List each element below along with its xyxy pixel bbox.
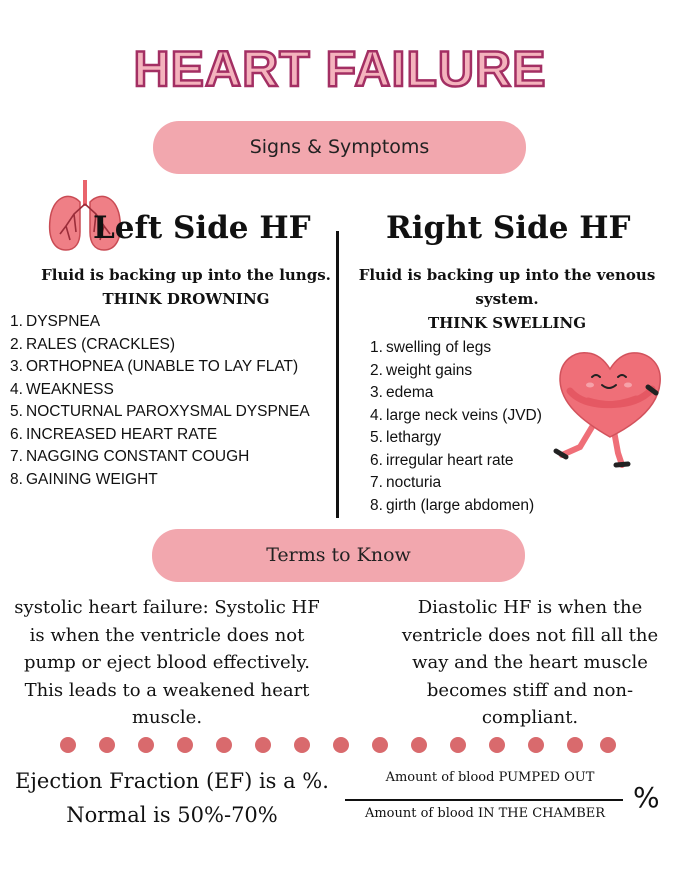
left-side-heading: Left Side HF [93,210,311,246]
decorative-dot [489,737,505,753]
fraction-numerator: Amount of blood PUMPED OUT [385,770,595,785]
ejection-fraction-text: Ejection Fraction (EF) is a %. Normal is 50%-70% [15,769,329,827]
decorative-dot [450,737,466,753]
right-emphasis: THINK SWELLING [427,314,587,332]
right-side-description [352,263,662,335]
percent-sign: % [633,781,660,814]
decorative-dot [177,737,193,753]
decorative-dot [372,737,388,753]
decorative-dot [333,737,349,753]
decorative-dot [528,737,544,753]
dot-divider [60,737,620,755]
left-side-description [34,263,338,311]
list-item: 6. INCREASED HEART RATE [10,425,218,443]
hugging-heart-icon [552,343,668,469]
decorative-dot [567,737,583,753]
decorative-dot [60,737,76,753]
list-item: 5. NOCTURNAL PAROXYSMAL DYSPNEA [10,403,310,420]
list-item: 1. DYSPNEA [10,313,101,330]
list-item: 2. RALES (CRACKLES) [10,335,176,353]
signs-symptoms-banner: Signs & Symptoms [153,121,526,174]
list-item: 1. swelling of legs [370,339,492,356]
list-item: 2. weight gains [370,361,473,379]
right-symptom-list [370,337,542,517]
right-subtitle: Fluid is backing up into the venous system. [358,266,656,308]
fraction-denominator: Amount of blood IN THE CHAMBER [364,806,606,821]
fraction-bar [345,799,623,801]
list-item: 8. GAINING WEIGHT [10,470,158,488]
decorative-dot [99,737,115,753]
decorative-dot [255,737,271,753]
list-item: 8. girth (large abdomen) [370,496,535,514]
left-symptom-list [10,311,310,491]
list-item: 7. NAGGING CONSTANT COUGH [10,448,250,465]
list-item: 4. large neck veins (JVD) [370,406,542,424]
left-emphasis: THINK DROWNING [102,290,270,308]
page-title: HEART FAILURE [133,41,547,97]
decorative-dot [411,737,427,753]
terms-to-know-banner: Terms to Know [152,529,525,582]
decorative-dot [294,737,310,753]
left-subtitle: Fluid is backing up into the lungs. [41,266,331,284]
systolic-definition: systolic heart failure: Systolic HF is when the ventricle does not pump or eject blood effectively. This leads to a weakened heart muscle. [14,597,320,728]
decorative-dot [216,737,232,753]
list-item: 5. lethargy [370,429,442,446]
decorative-dot [138,737,154,753]
decorative-dot [600,737,616,753]
diastolic-definition: Diastolic HF is when the ventricle does not fill all the way and the heart muscle becomes stiff and non-compliant. [401,597,659,728]
right-side-heading: Right Side HF [386,210,631,246]
list-item: 3. edema [370,384,434,401]
list-item: 7. nocturia [370,474,442,491]
list-item: 4. WEAKNESS [10,380,114,398]
list-item: 3. ORTHOPNEA (UNABLE TO LAY FLAT) [10,358,299,375]
list-item: 6. irregular heart rate [370,451,514,469]
